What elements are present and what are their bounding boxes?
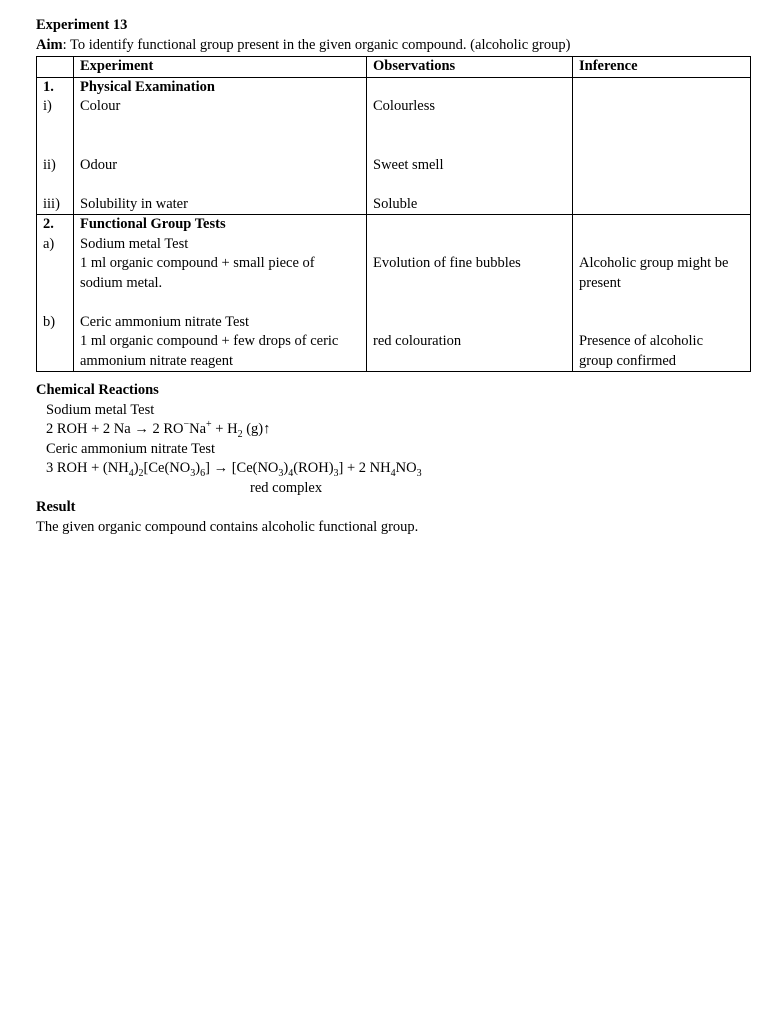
reaction-equation-sodium: 2 ROH + 2 Na → 2 $RO^-Na^+ + H_2$ (g)↑	[46, 419, 271, 440]
section-number: 1.	[43, 78, 54, 95]
test-name: Sodium metal Test	[80, 235, 189, 252]
inference-text: Presence of alcoholic	[579, 333, 704, 349]
observation-text: red colouration	[373, 333, 462, 349]
chemical-reactions-section	[36, 381, 422, 537]
reaction-test-name: Sodium metal Test	[46, 401, 155, 418]
observation-text: Evolution of fine bubbles	[373, 255, 521, 271]
procedure-text: 1 ml organic compound + small piece of	[80, 255, 315, 271]
table-row-physical-examination	[37, 77, 751, 215]
observation-text: Sweet smell	[373, 156, 444, 173]
result-text: The given organic compound contains alcoholic functional group.	[36, 518, 419, 535]
experiment-text: Colour	[80, 98, 121, 114]
header-inference: Inference	[573, 57, 751, 78]
observation-text: Colourless	[373, 98, 436, 114]
observation-cell	[367, 215, 573, 372]
inference-text: present	[579, 274, 621, 291]
section-number-cell	[37, 77, 74, 215]
inference-text: group confirmed	[579, 352, 677, 369]
table-row-functional-group-tests	[37, 215, 751, 372]
row-number: i)	[43, 98, 52, 114]
aim-text: : To identify functional group present in the given organic compound. (alcoholic group)	[62, 37, 571, 53]
test-name: Ceric ammonium nitrate Test	[80, 313, 250, 330]
procedure-text: 1 ml organic compound + few drops of ceric	[80, 333, 339, 349]
aim-line	[36, 36, 570, 56]
inference-cell	[573, 77, 751, 215]
row-number: a)	[43, 235, 55, 252]
experiment-table	[36, 56, 751, 372]
section-number: 2.	[43, 216, 54, 232]
complex-label: red complex	[250, 479, 323, 496]
row-number: iii)	[43, 195, 60, 212]
observation-text: Soluble	[373, 195, 418, 212]
experiment-cell	[74, 77, 367, 215]
inference-cell	[573, 215, 751, 372]
observation-cell	[367, 77, 573, 215]
procedure-text: ammonium nitrate reagent	[80, 352, 234, 369]
row-number: b)	[43, 313, 56, 330]
result-heading: Result	[36, 499, 76, 515]
reaction-equation-ceric: 3 ROH + $(NH_4)_2[Ce(NO_3)_6] \to [Ce(NO_3)_4(ROH)_3] + 2$ $NH_4NO_3$	[46, 460, 422, 479]
experiment-text: Odour	[80, 156, 118, 173]
section-number-cell	[37, 215, 74, 372]
header-experiment: Experiment	[74, 57, 367, 78]
row-number: ii)	[43, 156, 56, 173]
section-heading: Physical Examination	[80, 78, 215, 95]
section-heading: Functional Group Tests	[80, 216, 226, 232]
header-observations: Observations	[367, 57, 573, 78]
table-header-row	[37, 57, 751, 78]
inference-text: Alcoholic group might be	[579, 255, 729, 271]
header-num	[37, 57, 74, 78]
reaction-test-name: Ceric ammonium nitrate Test	[46, 440, 216, 457]
aim-label: Aim	[36, 37, 63, 53]
experiment-title: Experiment 13	[36, 17, 128, 33]
experiment-text: Solubility in water	[80, 195, 188, 212]
experiment-cell	[74, 215, 367, 372]
procedure-text: sodium metal.	[80, 274, 163, 291]
chemical-reactions-heading: Chemical Reactions	[36, 382, 159, 398]
